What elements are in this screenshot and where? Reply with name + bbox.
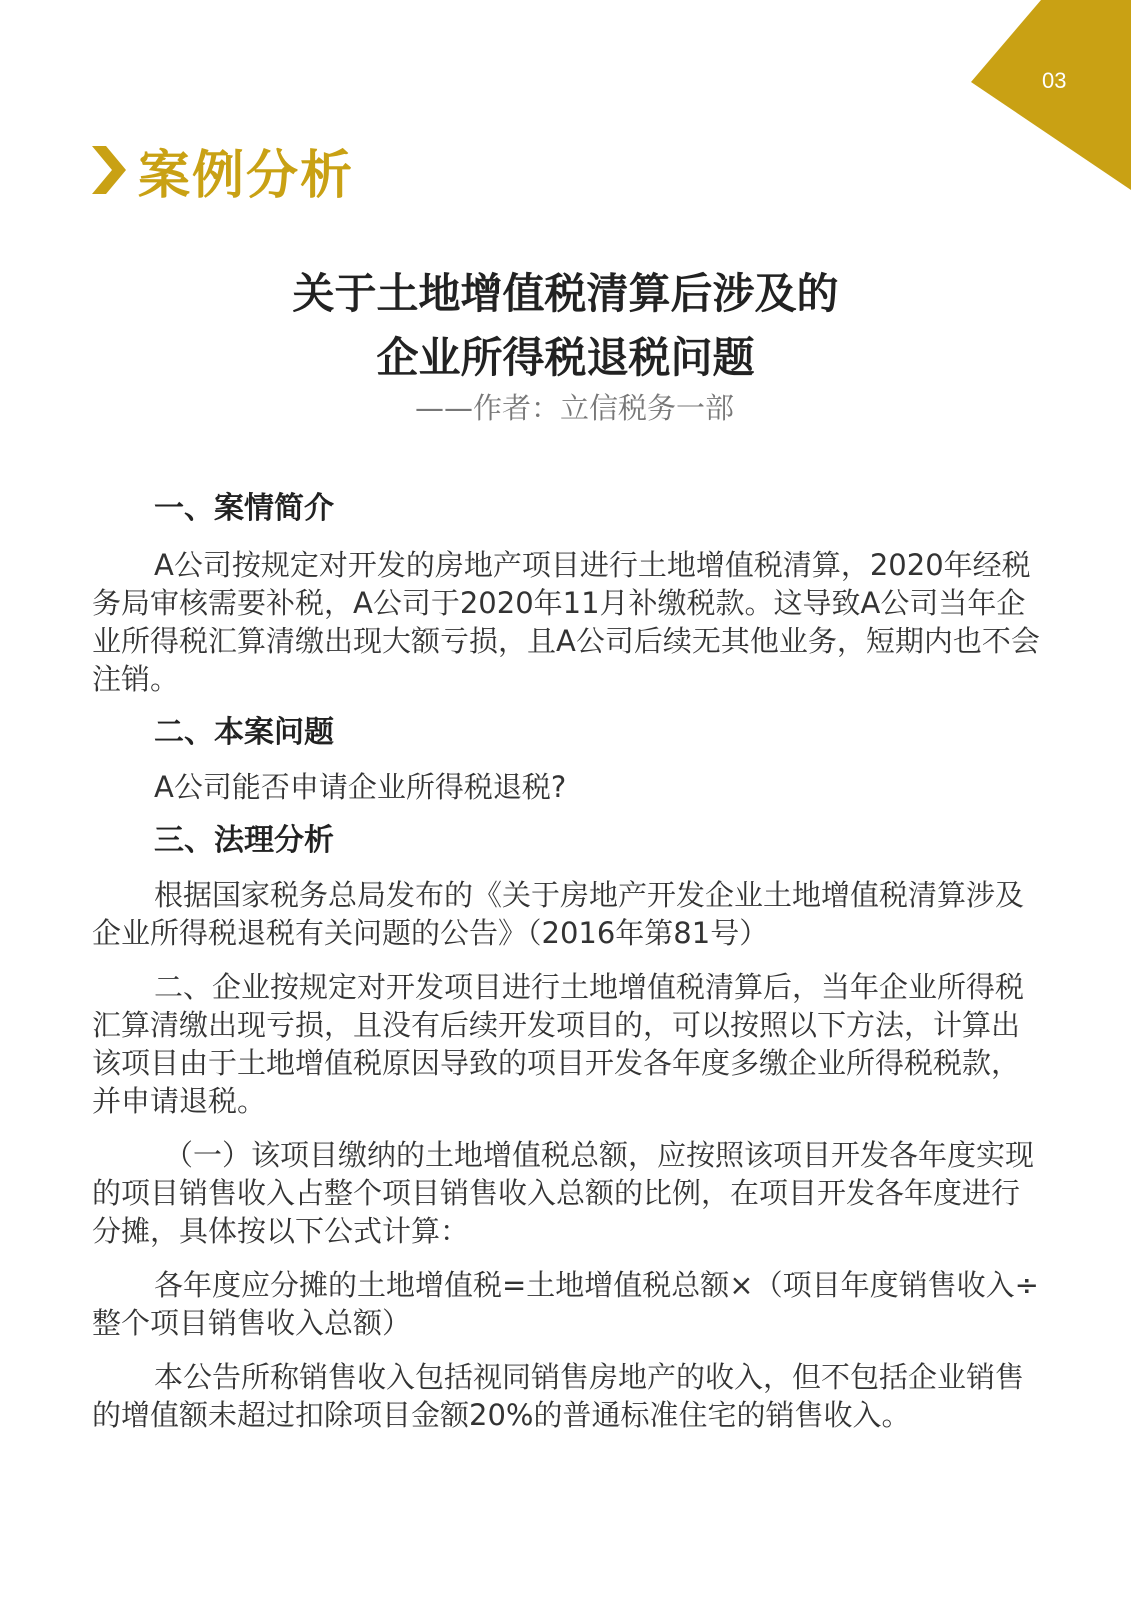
paragraph-allocation-rule: （一）该项目缴纳的土地增值税总额，应按照该项目开发各年度实现的项目销售收入占整个项目销售收入总额的比例，在项目开发各年度进行分摊，具体按以下公式计算： [92, 1138, 1035, 1248]
paragraph-sales-income-note: 本公告所称销售收入包括视同销售房地产的收入，但不包括企业销售的增值额未超过扣除项目金额20%的普通标准住宅的销售收入。 [92, 1360, 1025, 1432]
heading-legal-analysis: 三、法理分析 [154, 823, 334, 858]
article-author: ——作者：立信税务一部 [414, 391, 734, 425]
paragraph-case-summary: A公司按规定对开发的房地产项目进行土地增值税清算，2020年经税务局审核需要补税，A公司于2020年11月补缴税款。这导致A公司当年企业所得税汇算清缴出现大额亏损，且A公司后续无其他业务，短期内也不会注销。 [92, 548, 1040, 696]
chevron-right-icon [90, 142, 128, 198]
paragraph-refund-rule: 二、企业按规定对开发项目进行土地增值税清算后，当年企业所得税汇算清缴出现亏损，且没有后续开发项目的，可以按照以下方法，计算出该项目由于土地增值税原因导致的项目开发各年度多缴企业所得税税款，并申请退税。 [92, 970, 1025, 1118]
article-title-line-1: 关于土地增值税清算后涉及的 [292, 269, 839, 318]
section-title: 案例分析 [138, 145, 355, 206]
article-body [92, 490, 1042, 1434]
corner-decoration [971, 0, 1131, 190]
page-number: 03 [1042, 68, 1067, 93]
paragraph-case-question: A公司能否申请企业所得税退税? [154, 770, 567, 804]
paragraph-formula: 各年度应分摊的土地增值税=土地增值税总额×（项目年度销售收入÷整个项目销售收入总额） [92, 1268, 1039, 1340]
heading-case-summary: 一、案情简介 [154, 491, 334, 526]
section-header [90, 138, 355, 206]
article-title-line-2: 企业所得税退税问题 [376, 333, 755, 382]
paragraph-legal-basis: 根据国家税务总局发布的《关于房地产开发企业土地增值税清算涉及企业所得税退税有关问题的公告》（2016年第81号） [92, 878, 1025, 950]
article-title [0, 262, 1131, 390]
heading-case-question: 二、本案问题 [154, 715, 334, 750]
